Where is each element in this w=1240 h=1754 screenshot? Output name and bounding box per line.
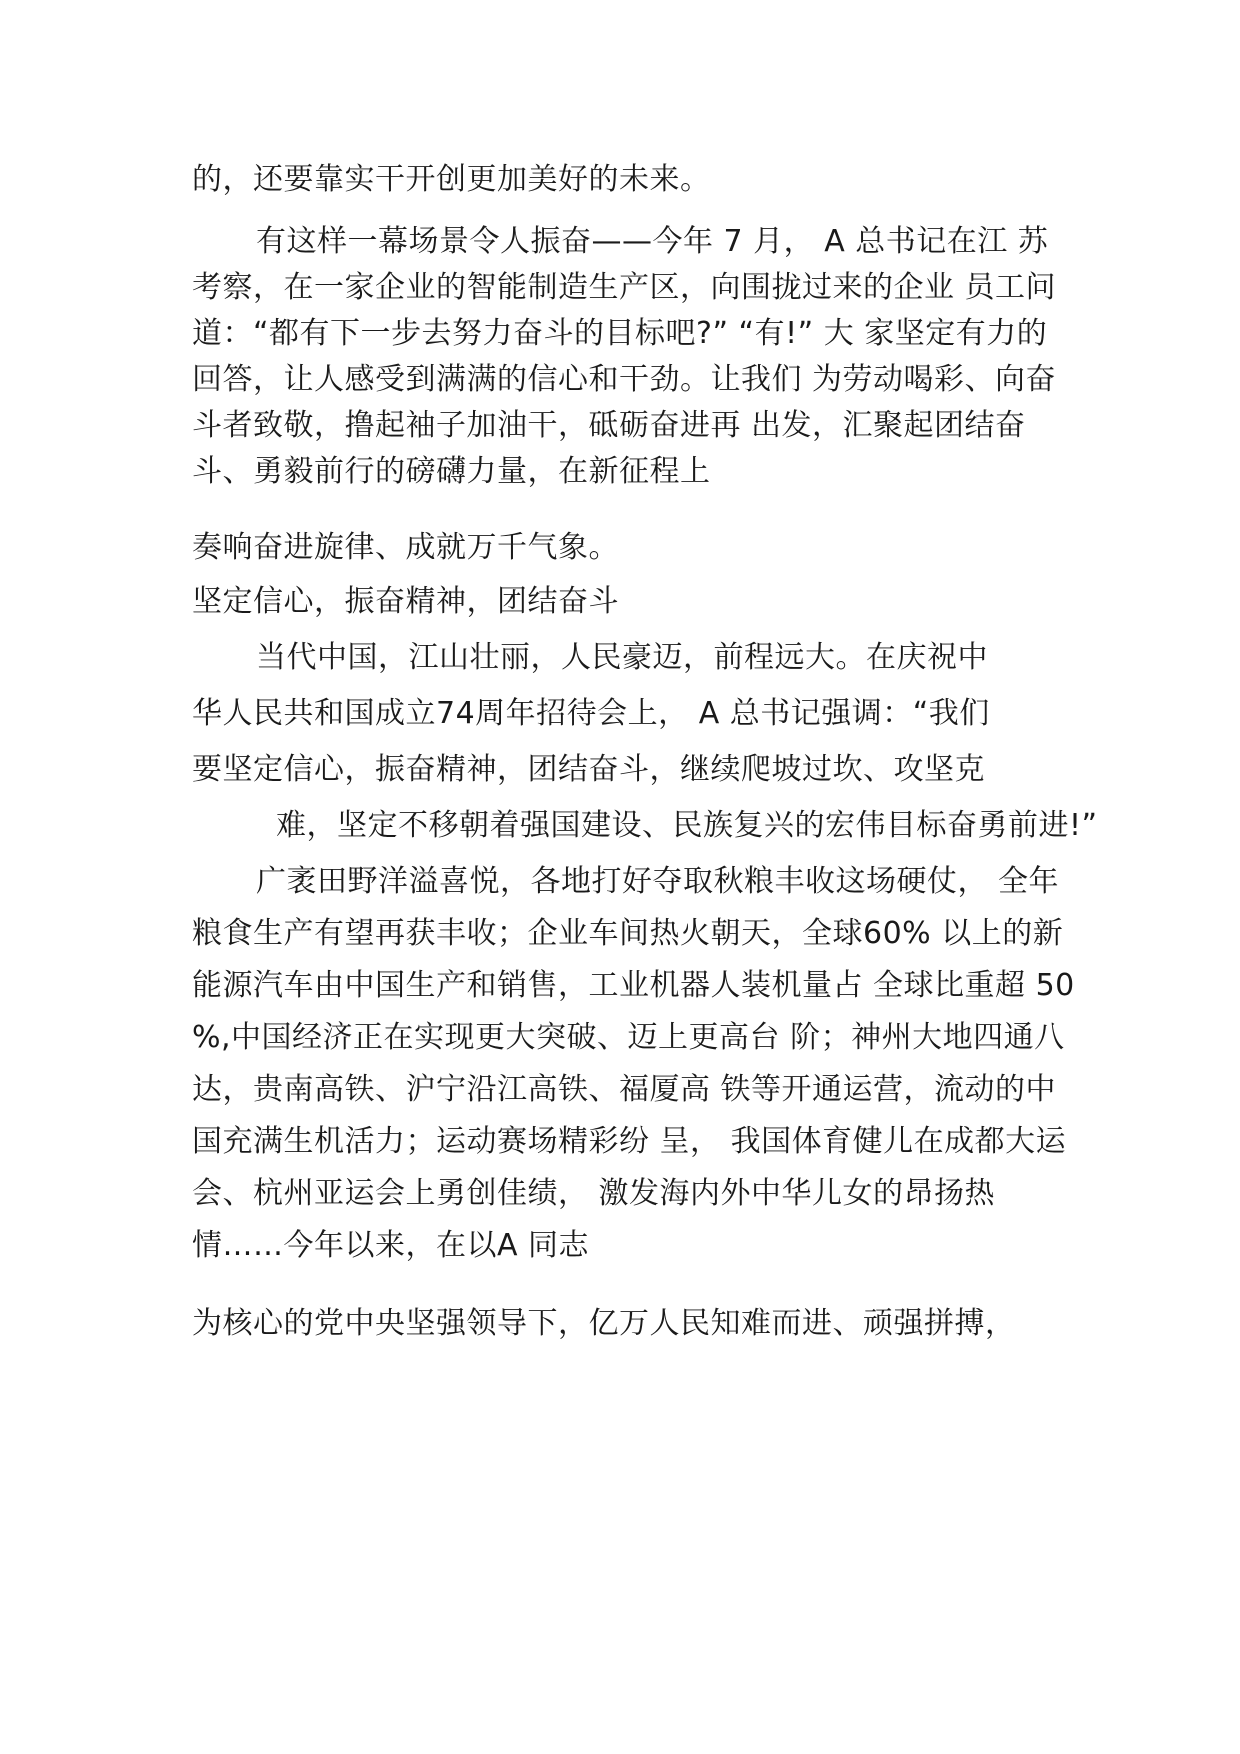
text-line: 的，还要靠实干开创更加美好的未来。 <box>192 162 711 197</box>
text-line: 斗、勇毅前行的磅礴力量，在新征程上 <box>192 454 711 489</box>
text-line: 为核心的党中央坚强领导下，亿万人民知难而进、顽强拼搏， <box>192 1306 1016 1341</box>
text-line: 回答，让人感受到满满的信心和干劲。让我们 为劳动喝彩、向奋 <box>192 362 1057 397</box>
text-line: 斗者致敬，撸起袖子加油干，砥砺奋进再 出发，汇聚起团结奋 <box>192 408 1026 443</box>
text-line: 道：“都有下一步去努力奋斗的目标吧?” “有!” 大 家坚定有力的 <box>192 316 1048 351</box>
text-line: 广袤田野洋溢喜悦，各地打好夺取秋粮丰收这场硬仗， 全年 <box>256 864 1060 899</box>
text-line: 难，坚定不移朝着强国建设、民族复兴的宏伟目标奋勇前进!” <box>276 808 1098 843</box>
text-line: 有这样一幕场景令人振奋——今年 7 月， A 总书记在江 苏 <box>256 224 1049 259</box>
text-line: 情……今年以来，在以A 同志 <box>192 1228 590 1263</box>
text-line: 奏响奋进旋律、成就万千气象。 <box>192 530 619 565</box>
section-heading: 坚定信心，振奋精神，团结奋斗 <box>192 584 619 619</box>
text-line: 国充满生机活力；运动赛场精彩纷 呈， 我国体育健儿在成都大运 <box>192 1124 1067 1159</box>
text-line: 能源汽车由中国生产和销售，工业机器人装机量占 全球比重超 50 <box>192 968 1075 1003</box>
text-line: 考察，在一家企业的智能制造生产区，向围拢过来的企业 员工问 <box>192 270 1057 305</box>
text-line: 粮食生产有望再获丰收；企业车间热火朝天，全球60% 以上的新 <box>192 916 1064 951</box>
text-line: 要坚定信心，振奋精神，团结奋斗，继续爬坡过坎、攻坚克 <box>192 752 985 787</box>
text-line: 华人民共和国成立74周年招待会上， A 总书记强调：“我们 <box>192 696 990 731</box>
text-line: %,中国经济正在实现更大突破、迈上更高台 阶；神州大地四通八 <box>192 1020 1065 1055</box>
text-line: 会、杭州亚运会上勇创佳绩， 激发海内外中华儿女的昂扬热 <box>192 1176 996 1211</box>
text-line: 达，贵南高铁、沪宁沿江高铁、福厦高 铁等开通运营，流动的中 <box>192 1072 1057 1107</box>
text-line: 当代中国，江山壮丽，人民豪迈，前程远大。在庆祝中 <box>256 640 988 675</box>
